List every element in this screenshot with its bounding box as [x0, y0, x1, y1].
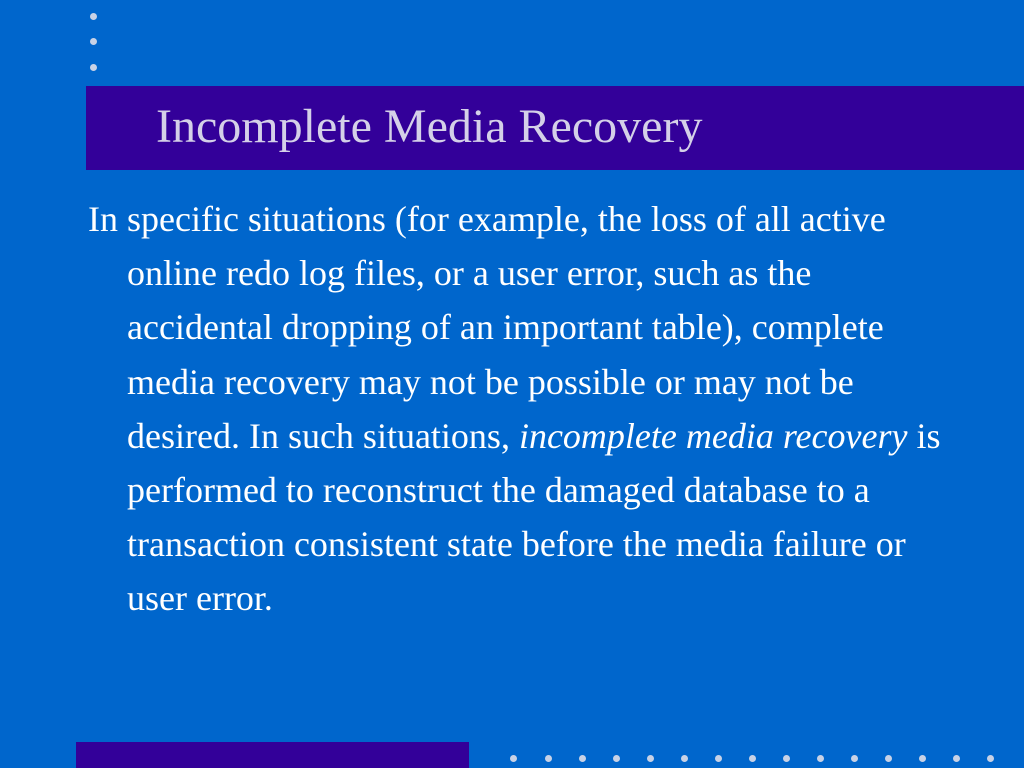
decorative-dot: [953, 755, 960, 762]
decorative-dot: [545, 755, 552, 762]
decorative-dot: [783, 755, 790, 762]
decorative-dot: [510, 755, 517, 762]
bottom-accent-bar: [76, 742, 469, 768]
decorative-dot: [647, 755, 654, 762]
decorative-dot: [90, 13, 97, 20]
decorative-dot: [90, 38, 97, 45]
body-text-part2: is performed to reconstruct the damaged database to a transaction consistent state before the media failure or user error.: [127, 415, 941, 619]
decorative-dot: [919, 755, 926, 762]
decorative-dot: [579, 755, 586, 762]
decorative-dot: [885, 755, 892, 762]
decorative-dot: [749, 755, 756, 762]
decorative-dot: [817, 755, 824, 762]
decorative-dot: [613, 755, 620, 762]
decorative-dot: [851, 755, 858, 762]
slide-body-text: [88, 192, 963, 626]
decorative-dot: [987, 755, 994, 762]
body-text-part1: In specific situations (for example, the loss of all active online redo log files, or a user error, such as the accidental dropping of an important table), complete media recovery may not be possible or may not be desired. In such situations,: [88, 199, 886, 456]
decorative-dot: [90, 64, 97, 71]
decorative-dot: [715, 755, 722, 762]
body-text-emphasis: incomplete media recovery: [518, 415, 908, 456]
slide-title: Incomplete Media Recovery: [156, 100, 703, 153]
decorative-dot: [681, 755, 688, 762]
